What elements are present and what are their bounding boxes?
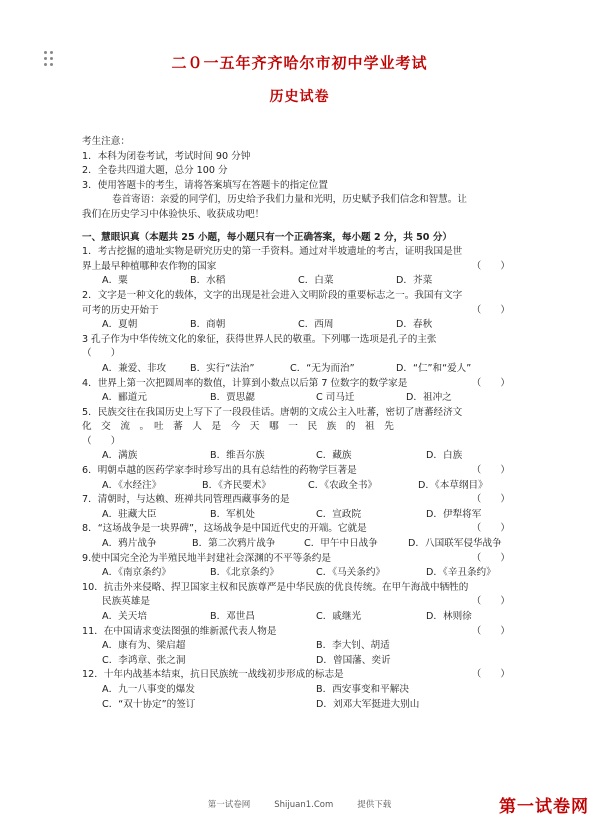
option-c: C．“无为而治” bbox=[290, 362, 355, 374]
option-c: C．白菜 bbox=[298, 275, 334, 287]
footer-site-name: 第一试卷网 bbox=[207, 800, 251, 810]
option-d: D．祖冲之 bbox=[406, 392, 452, 404]
options-row bbox=[82, 318, 528, 333]
option-b: B．李大钊、胡适 bbox=[316, 640, 390, 652]
option-a: A．关天培 bbox=[102, 611, 147, 622]
option-d: D．春秋 bbox=[396, 319, 433, 331]
option-a: A．《南京条约》 bbox=[102, 567, 171, 579]
answer-paren: （ ） bbox=[471, 377, 510, 389]
answer-paren: （ ） bbox=[471, 523, 510, 535]
option-c: C．《马关条约》 bbox=[316, 567, 386, 579]
options-row bbox=[82, 391, 528, 406]
options-row bbox=[82, 639, 528, 654]
option-d: D．八国联军侵华战争 bbox=[408, 538, 502, 550]
option-b: B．西安事变和平解决 bbox=[316, 683, 409, 695]
question-5-cont: 化 交 流 。 吐 蕃 人 是 今 天 哪 一 民 族 的 祖 先 bbox=[82, 421, 394, 433]
answer-paren: （ ） bbox=[471, 596, 510, 608]
option-b: B．《北京条约》 bbox=[210, 567, 279, 579]
exam-subtitle: 历史试卷 bbox=[269, 89, 330, 105]
answer-paren: （ ） bbox=[471, 669, 510, 681]
option-d: D．“仁”和“爱人” bbox=[396, 362, 472, 374]
answer-paren: （ ） bbox=[471, 494, 510, 506]
option-c: C．甲午中日战争 bbox=[304, 538, 378, 550]
note-line: 2．全卷共四道大题，总分 100 分 bbox=[82, 165, 228, 177]
option-c: C．西周 bbox=[298, 319, 334, 331]
option-b: B．邓世昌 bbox=[210, 611, 255, 622]
option-a: A．九一八事变的爆发 bbox=[102, 683, 195, 695]
question-1: 1．考古挖掘的遗址实物是研究历史的第一手资料。通过对半坡遗址的考古，证明我国是世 bbox=[82, 246, 463, 258]
options-row bbox=[82, 654, 528, 669]
option-a: A．粟 bbox=[102, 275, 128, 287]
question-8: 8．“这场战争是一块界碑”，这场战争是中国近代史的开端。它就是 bbox=[82, 523, 367, 535]
option-c: C．“双十协定”的签订 bbox=[102, 698, 196, 710]
question-3: 3 孔子作为中华传统文化的象征，获得世界人民的敬重。下列哪一选项是孔子的主张 bbox=[82, 333, 437, 345]
question-10: 10．抗击外来侵略、捍卫国家主权和民族尊严是中华民族的优良传统。在甲午海战中牺牲的 bbox=[82, 581, 469, 593]
option-b: B．商朝 bbox=[190, 319, 226, 331]
option-a: A．郦道元 bbox=[102, 392, 147, 404]
options-row bbox=[82, 698, 528, 713]
option-c: C．《农政全书》 bbox=[308, 479, 378, 491]
question-7: 7．清朝时，与达赖、班禅共同管理西藏事务的是 bbox=[82, 494, 290, 506]
question-12: 12．十年内战基本结束，抗日民族统一战线初步形成的标志是 bbox=[82, 669, 344, 681]
option-b: B．军机处 bbox=[210, 508, 255, 520]
section-title: 一、慧眼识真（本题共 25 小题，每小题只有一个正确答案，每小题 2 分，共 50 分） bbox=[82, 231, 453, 243]
option-c: C．藏族 bbox=[316, 450, 352, 462]
exam-title: 二０一五年齐齐哈尔市初中学业考试 bbox=[171, 54, 428, 72]
option-b: B．实行“法治” bbox=[190, 362, 255, 374]
question-2-cont: 可考的历史开始于 bbox=[82, 304, 159, 316]
question-1-cont: 界上最早种植哪种农作物的国家 bbox=[82, 260, 217, 272]
option-d: D．曾国藩、奕䜣 bbox=[316, 654, 391, 666]
question-3-paren: （ ） bbox=[82, 348, 121, 360]
option-c: C．戚继光 bbox=[316, 611, 362, 622]
option-a: A．《水经注》 bbox=[102, 479, 162, 491]
option-a: A．康有为、梁启超 bbox=[102, 640, 186, 652]
note-line: 1．本科为闭卷考试，考试时间 90 分钟 bbox=[82, 150, 251, 162]
question-9: 9.使中国完全沦为半殖民地半封建社会深渊的不平等条约是 bbox=[82, 552, 331, 564]
option-a: A．驻藏大臣 bbox=[102, 508, 157, 520]
options-row bbox=[82, 537, 528, 552]
options-row bbox=[82, 683, 528, 698]
question-2: 2．文字是一种文化的载体，文字的出现是社会进入文明阶段的重要标志之一。我国有文字 bbox=[82, 289, 463, 301]
option-a: A．兼爱、非攻 bbox=[102, 362, 167, 374]
options-row bbox=[82, 508, 528, 523]
option-b: B．水稻 bbox=[190, 275, 226, 287]
option-a: A．满族 bbox=[102, 450, 138, 462]
answer-paren: （ ） bbox=[471, 465, 510, 477]
question-10-cont: 民族英雄是 bbox=[102, 596, 150, 608]
option-b: B．维吾尔族 bbox=[210, 450, 265, 462]
option-d: D．白族 bbox=[426, 450, 463, 462]
options-row bbox=[82, 566, 528, 581]
option-a: A．夏朝 bbox=[102, 319, 138, 331]
note-line: 3．使用答题卡的考生，请将答案填写在答题卡的指定位置 bbox=[82, 179, 328, 191]
option-d: D．《本草纲目》 bbox=[418, 479, 488, 491]
exam-body bbox=[82, 135, 528, 712]
options-row bbox=[82, 274, 528, 289]
option-c: C 司马迁 bbox=[316, 392, 355, 404]
question-5: 5．民族交往在我国历史上写下了一段段佳话。唐朝的文成公主入吐蕃，密切了唐蕃经济文 bbox=[82, 406, 463, 418]
option-b: B．贾思勰 bbox=[210, 392, 255, 404]
options-row bbox=[82, 479, 528, 494]
option-b: B．第二次鸦片战争 bbox=[192, 538, 276, 550]
site-logo: 第一试卷网 bbox=[499, 797, 589, 817]
options-row bbox=[82, 610, 528, 625]
answer-paren: （ ） bbox=[471, 260, 510, 272]
option-b: B．《齐民要术》 bbox=[202, 479, 271, 491]
answer-paren: （ ） bbox=[471, 304, 510, 316]
note-line: 我们在历史学习中体验快乐、收获成功吧！ bbox=[82, 208, 265, 220]
option-c: C．宣政院 bbox=[316, 508, 362, 520]
option-d: D．刘邓大军挺进大别山 bbox=[316, 698, 420, 710]
answer-paren: （ ） bbox=[471, 625, 510, 637]
option-d: D．林则徐 bbox=[426, 611, 472, 622]
option-d: D．伊犁将军 bbox=[426, 508, 482, 520]
question-5-paren: （ ） bbox=[82, 435, 121, 447]
option-d: D．芥菜 bbox=[396, 275, 433, 287]
notes-heading: 考生注意： bbox=[82, 136, 130, 147]
options-row bbox=[82, 362, 528, 377]
option-d: D．《辛丑条约》 bbox=[426, 567, 496, 579]
note-line: 卷首寄语：亲爱的同学们，历史给予我们力量和光明，历史赋予我们信念和智慧。让 bbox=[112, 194, 467, 206]
footer-download-text: 提供下载 bbox=[357, 800, 392, 810]
option-a: A．鸦片战争 bbox=[102, 538, 157, 550]
question-11: 11．在中国请求变法图强的维新派代表人物是 bbox=[82, 625, 277, 637]
footer-site-url[interactable]: Shijuan1.Com bbox=[274, 800, 334, 810]
question-4: 4．世界上第一次把圆周率的数值，计算到小数点以后第 7 位数字的数学家是 bbox=[82, 377, 408, 389]
option-c: C．李鸿章、张之洞 bbox=[102, 654, 186, 666]
answer-paren: （ ） bbox=[471, 552, 510, 564]
question-6: 6．明朝卓越的医药学家李时珍写出的具有总结性的药物学巨著是 bbox=[82, 465, 357, 477]
options-row bbox=[82, 449, 528, 464]
